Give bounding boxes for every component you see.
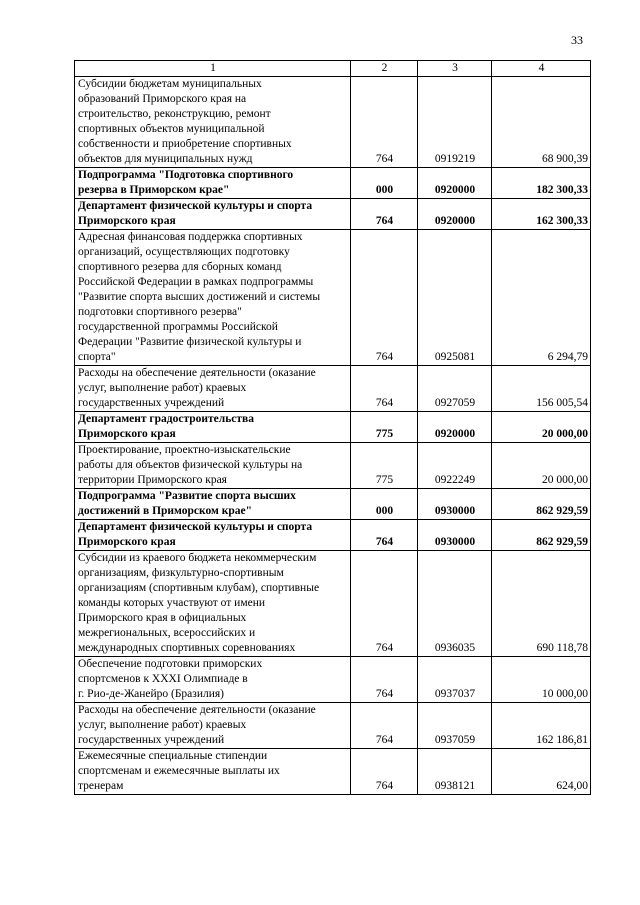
table-row: [75, 489, 591, 520]
row-department-code: 764: [351, 199, 418, 230]
row-name: Расходы на обеспечение деятельности (оказание услуг, выполнение работ) краевых государственных учреждений: [75, 366, 351, 412]
table-row: [75, 749, 591, 795]
row-target-code: 0920000: [418, 412, 492, 443]
row-name: Департамент градостроительства Приморского края: [75, 412, 351, 443]
row-department-code: 764: [351, 703, 418, 749]
row-name: Подпрограмма "Подготовка спортивного резерва в Приморском крае": [75, 168, 351, 199]
row-name: Проектирование, проектно-изыскательские работы для объектов физической культуры на территории Приморского края: [75, 443, 351, 489]
row-target-code: 0920000: [418, 199, 492, 230]
budget-table: [74, 60, 591, 795]
budget-table-body: [75, 61, 591, 795]
table-row: [75, 199, 591, 230]
page-number: 33: [571, 33, 583, 47]
row-name: Обеспечение подготовки приморских спортсменов к XXXI Олимпиаде в г. Рио-де-Жанейро (Бразилия): [75, 657, 351, 703]
header-col-2: 2: [351, 61, 418, 77]
row-department-code: 000: [351, 489, 418, 520]
row-amount: 182 300,33: [492, 168, 591, 199]
row-target-code: 0927059: [418, 366, 492, 412]
row-target-code: 0936035: [418, 551, 492, 657]
row-target-code: 0937037: [418, 657, 492, 703]
row-department-code: 764: [351, 230, 418, 366]
row-name: Подпрограмма "Развитие спорта высших достижений в Приморском крае": [75, 489, 351, 520]
row-target-code: 0938121: [418, 749, 492, 795]
row-department-code: 764: [351, 657, 418, 703]
row-target-code: 0930000: [418, 489, 492, 520]
row-name: Департамент физической культуры и спорта Приморского края: [75, 199, 351, 230]
table-header-row: [75, 61, 591, 77]
row-name: Расходы на обеспечение деятельности (оказание услуг, выполнение работ) краевых государственных учреждений: [75, 703, 351, 749]
row-amount: 20 000,00: [492, 443, 591, 489]
row-amount: 156 005,54: [492, 366, 591, 412]
table-row: [75, 443, 591, 489]
row-name: Адресная финансовая поддержка спортивных организаций, осуществляющих подготовку спортивного резерва для сборных команд Российской Федерации в рамках подпрограммы "Развитие спорта высших достижений и системы подготовки спортивного резерва" государственной программы Российской Федерации "Развитие физической культуры и спорта": [75, 230, 351, 366]
row-amount: 862 929,59: [492, 489, 591, 520]
row-department-code: 775: [351, 443, 418, 489]
row-department-code: 764: [351, 551, 418, 657]
row-amount: 6 294,79: [492, 230, 591, 366]
header-col-4: 4: [492, 61, 591, 77]
header-col-1: 1: [75, 61, 351, 77]
table-row: [75, 77, 591, 168]
row-name: Департамент физической культуры и спорта Приморского края: [75, 520, 351, 551]
row-department-code: 764: [351, 520, 418, 551]
row-name: Ежемесячные специальные стипендии спортсменам и ежемесячные выплаты их тренерам: [75, 749, 351, 795]
row-name: Субсидии бюджетам муниципальных образований Приморского края на строительство, реконструкцию, ремонт спортивных объектов муниципальной собственности и приобретение спортивных объектов для муниципальных нужд: [75, 77, 351, 168]
row-amount: 862 929,59: [492, 520, 591, 551]
row-target-code: 0925081: [418, 230, 492, 366]
row-amount: 10 000,00: [492, 657, 591, 703]
row-target-code: 0920000: [418, 168, 492, 199]
table-row: [75, 366, 591, 412]
table-row: [75, 412, 591, 443]
row-department-code: 764: [351, 77, 418, 168]
table-row: [75, 657, 591, 703]
table-row: [75, 520, 591, 551]
row-name: Субсидии из краевого бюджета некоммерческим организациям, физкультурно-спортивным организациям (спортивным клубам), спортивные команды которых участвуют от имени Приморского края в официальных межрегиональных, всероссийских и международных спортивных соревнованиях: [75, 551, 351, 657]
row-amount: 162 186,81: [492, 703, 591, 749]
row-target-code: 0922249: [418, 443, 492, 489]
row-amount: 624,00: [492, 749, 591, 795]
row-amount: 690 118,78: [492, 551, 591, 657]
table-row: [75, 703, 591, 749]
row-department-code: 764: [351, 366, 418, 412]
row-department-code: 775: [351, 412, 418, 443]
header-col-3: 3: [418, 61, 492, 77]
table-row: [75, 230, 591, 366]
row-amount: 20 000,00: [492, 412, 591, 443]
row-target-code: 0919219: [418, 77, 492, 168]
table-row: [75, 168, 591, 199]
row-department-code: 764: [351, 749, 418, 795]
row-department-code: 000: [351, 168, 418, 199]
row-target-code: 0937059: [418, 703, 492, 749]
row-amount: 162 300,33: [492, 199, 591, 230]
row-target-code: 0930000: [418, 520, 492, 551]
row-amount: 68 900,39: [492, 77, 591, 168]
table-row: [75, 551, 591, 657]
